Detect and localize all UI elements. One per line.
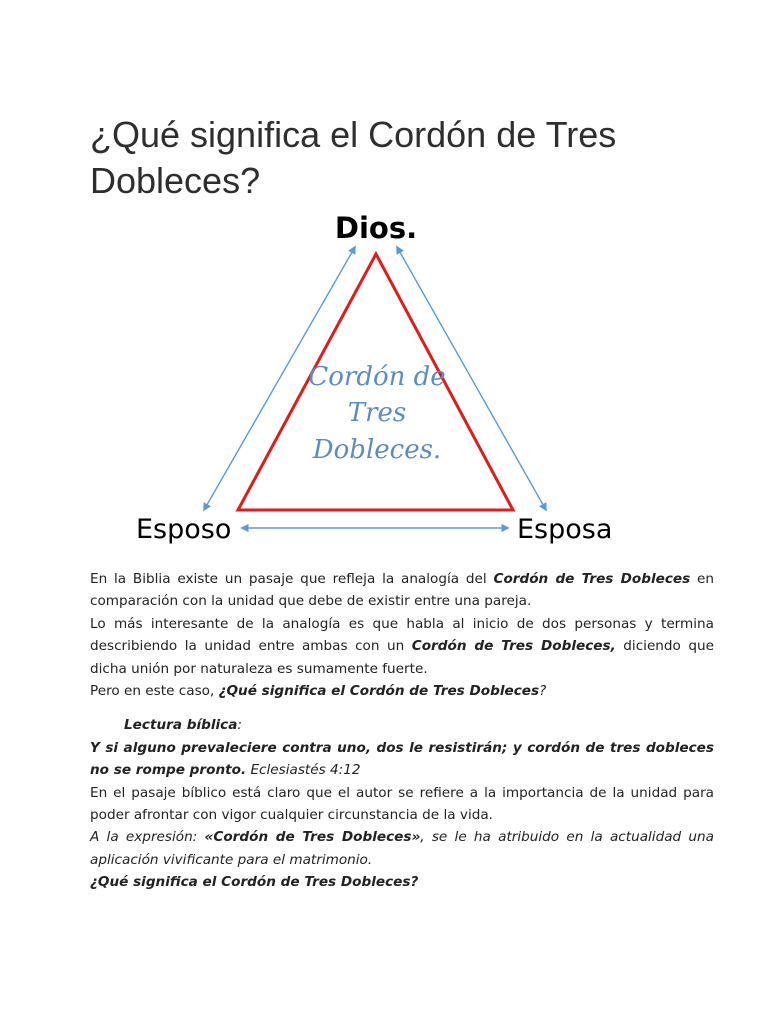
text-span: En la Biblia existe un pasaje que refleja la analogía del [90,571,494,587]
page-title: ¿Qué significa el Cordón de Tres Dobleces? [90,114,617,201]
text-span: en comparación con la unidad que debe de existir entre una pareja. [90,571,714,610]
emphasis: ¿Qué significa el Cordón de Tres Dobleces? [90,874,419,891]
text-span: Lo más interesante de la analogía es que habla al inicio de dos personas y termina describiendo la unidad entre ambas con un [90,615,714,655]
paragraph-5 [90,782,714,827]
paragraph-1 [90,568,714,613]
paragraph-7 [90,871,714,893]
paragraph-3 [90,680,714,702]
emphasis: Lectura bíblica [124,717,238,734]
text-span: diciendo que dicha unión por naturaleza es sumamente fuerte. [90,638,714,677]
label-dios: Dios. [334,211,418,245]
text-span: Pero en este caso, [90,683,219,700]
text-span: En el pasaje bíblico está claro que el autor se refiere a la importancia de la unidad para poder afrontar con vigor cualquier circunstancia de la vida. [90,784,714,824]
label-esposa: Esposa [517,514,613,545]
emphasis: Cordón de Tres Dobleces [493,571,691,587]
emphasis: ¿Qué significa el Cordón de Tres Dobleces [218,683,540,700]
text-span: , se le ha atribuido en la actualidad una aplicación vivificante para el matrimonio. [90,829,714,868]
text-span: ? [539,683,547,700]
bible-verse [90,737,714,782]
verse-reference: Eclesiastés 4:12 [246,762,361,779]
three-strand-cord-diagram [120,205,640,555]
center-line-1: Cordón de [308,362,446,392]
emphasis: Cordón de Tres Dobleces, [411,638,616,655]
center-line-3: Dobleces. [312,435,442,465]
article-body [90,568,714,894]
emphasis: «Cordón de Tres Dobleces» [204,829,421,846]
text-span: A la expresión: [90,829,205,846]
reading-label [90,714,714,736]
paragraph-6 [90,826,714,871]
label-esposo: Esposo [136,514,232,545]
verse-text: Y si alguno prevaleciere contra uno, dos le resistirán; y cordón de tres dobleces no se rompe pronto. [90,739,714,779]
center-line-2: Tres [347,398,407,428]
text-span: : [237,717,242,734]
paragraph-2 [90,613,714,680]
